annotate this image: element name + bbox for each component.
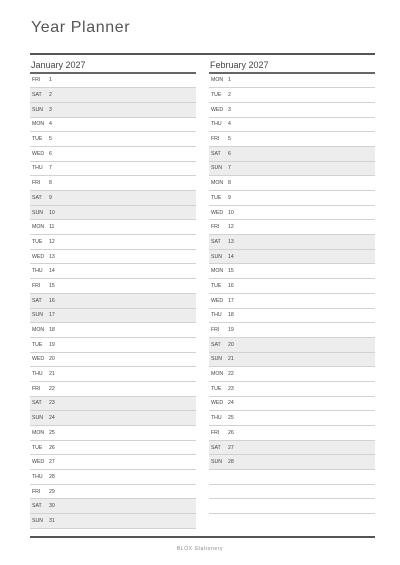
day-number: 23 [228, 385, 234, 392]
day-of-week: TUE [211, 385, 222, 392]
day-row [30, 411, 196, 426]
day-of-week: MON [211, 268, 224, 275]
day-of-week: SUN [211, 165, 222, 172]
day-number: 17 [228, 297, 234, 304]
day-number: 22 [49, 385, 55, 392]
day-of-week: MON [32, 224, 45, 231]
bottom-divider [30, 536, 375, 538]
day-of-week: TUE [32, 136, 43, 143]
day-row [30, 103, 196, 118]
day-number: 16 [49, 297, 55, 304]
day-of-week: SAT [211, 238, 221, 245]
day-of-week: WED [211, 209, 224, 216]
month-column-january [30, 58, 196, 529]
month-label: February 2027 [210, 60, 269, 70]
day-row [30, 118, 196, 133]
day-number: 14 [49, 268, 55, 275]
day-of-week: TUE [211, 194, 222, 201]
day-row [209, 338, 375, 353]
month-label: January 2027 [31, 60, 86, 70]
day-row [30, 470, 196, 485]
day-row [30, 191, 196, 206]
day-of-week: SAT [211, 150, 221, 157]
day-row [209, 88, 375, 103]
empty-row [209, 485, 375, 500]
day-number: 12 [228, 224, 234, 231]
day-of-week: TUE [32, 341, 43, 348]
day-of-week: TUE [32, 444, 43, 451]
day-row [209, 162, 375, 177]
day-list [209, 74, 375, 515]
day-row [209, 176, 375, 191]
day-number: 21 [228, 356, 234, 363]
empty-row [209, 470, 375, 485]
day-row [209, 411, 375, 426]
day-row [30, 367, 196, 382]
day-number: 4 [228, 121, 231, 128]
day-number: 19 [49, 341, 55, 348]
day-row [209, 367, 375, 382]
day-number: 2 [49, 92, 52, 99]
day-number: 24 [228, 400, 234, 407]
day-of-week: FRI [32, 385, 41, 392]
day-row [209, 455, 375, 470]
day-of-week: SUN [32, 415, 43, 422]
day-of-week: SAT [32, 194, 42, 201]
day-number: 26 [228, 429, 234, 436]
day-row [30, 132, 196, 147]
day-row [209, 132, 375, 147]
day-row [209, 191, 375, 206]
day-of-week: MON [32, 121, 45, 128]
day-of-week: SAT [211, 444, 221, 451]
day-row [30, 514, 196, 529]
day-number: 27 [228, 444, 234, 451]
day-row [209, 74, 375, 89]
day-of-week: WED [32, 253, 45, 260]
day-of-week: FRI [32, 488, 41, 495]
day-of-week: FRI [211, 327, 220, 334]
day-number: 6 [228, 150, 231, 157]
day-number: 2 [228, 92, 231, 99]
day-number: 5 [228, 136, 231, 143]
day-row [209, 103, 375, 118]
day-of-week: THU [32, 473, 43, 480]
day-row [30, 279, 196, 294]
day-row [30, 264, 196, 279]
day-row [30, 206, 196, 221]
day-row [30, 250, 196, 265]
day-of-week: SUN [211, 253, 222, 260]
day-number: 9 [49, 194, 52, 201]
day-row [30, 147, 196, 162]
day-row [30, 441, 196, 456]
day-row [209, 279, 375, 294]
day-row [30, 499, 196, 514]
month-column-february [209, 58, 375, 514]
day-of-week: SAT [32, 297, 42, 304]
day-number: 26 [49, 444, 55, 451]
day-row [30, 382, 196, 397]
day-row [209, 382, 375, 397]
footer-brand: BLOX Stationery [176, 546, 224, 552]
day-number: 11 [49, 224, 55, 231]
day-number: 18 [228, 312, 234, 319]
day-row [30, 323, 196, 338]
day-number: 8 [49, 180, 52, 187]
day-row [209, 206, 375, 221]
day-number: 27 [49, 459, 55, 466]
day-number: 8 [228, 180, 231, 187]
day-of-week: MON [32, 327, 45, 334]
day-number: 10 [228, 209, 234, 216]
day-of-week: FRI [32, 282, 41, 289]
day-number: 17 [49, 312, 55, 319]
day-of-week: THU [32, 268, 43, 275]
day-of-week: WED [211, 297, 224, 304]
day-row [209, 118, 375, 133]
day-row [209, 294, 375, 309]
day-of-week: SUN [32, 312, 43, 319]
day-of-week: WED [32, 356, 45, 363]
day-of-week: SAT [32, 503, 42, 510]
day-row [30, 338, 196, 353]
day-row [209, 323, 375, 338]
day-row [30, 176, 196, 191]
day-row [30, 353, 196, 368]
day-list [30, 74, 196, 529]
day-of-week: TUE [211, 92, 222, 99]
day-number: 30 [49, 503, 55, 510]
day-number: 3 [49, 106, 52, 113]
day-row [209, 250, 375, 265]
day-of-week: WED [211, 106, 224, 113]
day-row [209, 264, 375, 279]
day-row [30, 74, 196, 89]
day-row [30, 485, 196, 500]
day-number: 12 [49, 238, 55, 245]
day-of-week: MON [211, 371, 224, 378]
day-of-week: MON [211, 77, 224, 84]
day-number: 24 [49, 415, 55, 422]
day-number: 7 [49, 165, 52, 172]
day-of-week: FRI [211, 429, 220, 436]
day-row [30, 88, 196, 103]
day-row [30, 162, 196, 177]
day-of-week: FRI [211, 136, 220, 143]
day-row [209, 235, 375, 250]
day-number: 31 [49, 517, 55, 524]
day-number: 3 [228, 106, 231, 113]
day-number: 10 [49, 209, 55, 216]
day-of-week: MON [211, 180, 224, 187]
day-of-week: SUN [32, 106, 43, 113]
day-number: 14 [228, 253, 234, 260]
day-of-week: SUN [32, 209, 43, 216]
day-number: 19 [228, 327, 234, 334]
day-row [209, 353, 375, 368]
day-of-week: SAT [211, 341, 221, 348]
day-number: 9 [228, 194, 231, 201]
day-row [209, 220, 375, 235]
day-number: 18 [49, 327, 55, 334]
day-row [209, 441, 375, 456]
day-row [30, 426, 196, 441]
day-number: 20 [49, 356, 55, 363]
day-row [30, 455, 196, 470]
day-number: 25 [228, 415, 234, 422]
page-title: Year Planner [31, 19, 131, 36]
day-of-week: THU [211, 312, 222, 319]
day-row [30, 220, 196, 235]
day-number: 13 [228, 238, 234, 245]
top-divider [30, 53, 375, 55]
day-row [30, 309, 196, 324]
day-number: 15 [228, 268, 234, 275]
day-of-week: THU [211, 415, 222, 422]
day-number: 16 [228, 282, 234, 289]
day-number: 7 [228, 165, 231, 172]
day-of-week: THU [32, 371, 43, 378]
day-row [209, 397, 375, 412]
day-number: 5 [49, 136, 52, 143]
day-of-week: FRI [211, 224, 220, 231]
day-number: 1 [49, 77, 52, 84]
day-row [209, 309, 375, 324]
day-of-week: WED [32, 459, 45, 466]
day-row [30, 397, 196, 412]
day-row [30, 235, 196, 250]
day-of-week: THU [211, 121, 222, 128]
day-of-week: MON [32, 429, 45, 436]
day-row [209, 426, 375, 441]
day-number: 29 [49, 488, 55, 495]
day-of-week: FRI [32, 77, 41, 84]
day-number: 28 [228, 459, 234, 466]
empty-row [209, 499, 375, 514]
day-of-week: SUN [211, 459, 222, 466]
day-number: 22 [228, 371, 234, 378]
day-number: 4 [49, 121, 52, 128]
day-row [30, 294, 196, 309]
day-of-week: WED [211, 400, 224, 407]
day-number: 25 [49, 429, 55, 436]
day-of-week: SAT [32, 400, 42, 407]
day-number: 15 [49, 282, 55, 289]
day-number: 1 [228, 77, 231, 84]
day-number: 6 [49, 150, 52, 157]
day-number: 20 [228, 341, 234, 348]
day-of-week: SUN [211, 356, 222, 363]
day-of-week: WED [32, 150, 45, 157]
day-number: 13 [49, 253, 55, 260]
day-of-week: TUE [32, 238, 43, 245]
day-of-week: THU [32, 165, 43, 172]
day-number: 28 [49, 473, 55, 480]
day-number: 21 [49, 371, 55, 378]
day-of-week: SUN [32, 517, 43, 524]
day-of-week: SAT [32, 92, 42, 99]
day-number: 23 [49, 400, 55, 407]
day-of-week: TUE [211, 282, 222, 289]
day-row [209, 147, 375, 162]
day-of-week: FRI [32, 180, 41, 187]
